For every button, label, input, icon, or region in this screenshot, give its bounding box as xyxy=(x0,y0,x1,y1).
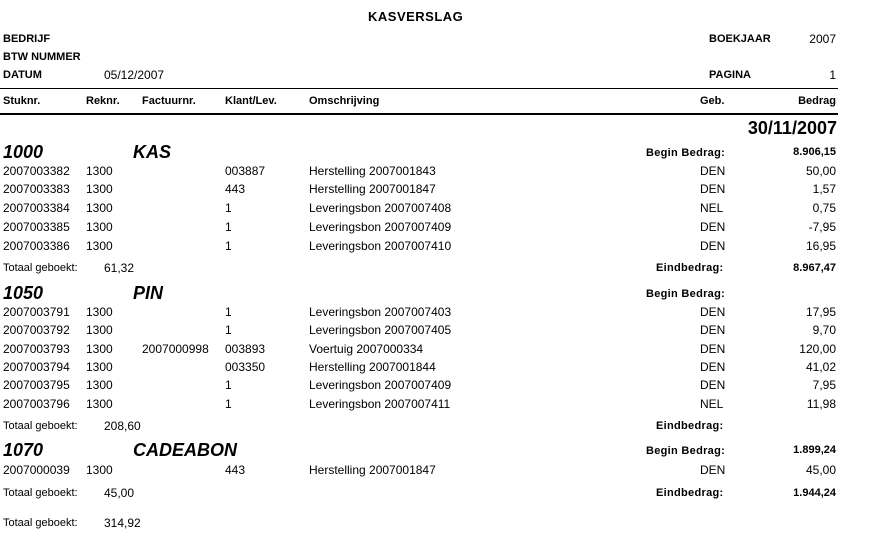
bedrijf-label: BEDRIJF xyxy=(3,33,51,45)
begin-bedrag-value: 1.899,24 xyxy=(793,444,836,456)
geb-cell: DEN xyxy=(700,220,726,234)
col-reknr: Reknr. xyxy=(86,95,120,107)
eindbedrag-value: 1.944,24 xyxy=(793,487,836,499)
klant-cell: 1 xyxy=(225,201,232,215)
geb-cell: DEN xyxy=(700,239,726,253)
bedrag-cell: 7,95 xyxy=(812,378,836,392)
reknr-cell: 1300 xyxy=(86,397,113,411)
col-geb: Geb. xyxy=(700,95,725,107)
eindbedrag-label: Eindbedrag: xyxy=(656,420,724,432)
totaal-label: Totaal geboekt: xyxy=(3,487,78,499)
date-header: 30/11/2007 xyxy=(747,118,837,138)
datum-value: 05/12/2007 xyxy=(104,68,165,82)
begin-bedrag-value: 8.906,15 xyxy=(793,146,836,158)
bedrag-cell: 50,00 xyxy=(805,164,836,178)
eindbedrag-label: Eindbedrag: xyxy=(656,487,724,499)
bedrag-cell: -7,95 xyxy=(808,220,836,234)
stuknr-cell: 2007003796 xyxy=(3,397,70,411)
btw-label: BTW NUMMER xyxy=(3,51,81,63)
omschrijving-cell: Herstelling 2007001844 xyxy=(309,360,436,374)
begin-bedrag-label: Begin Bedrag: xyxy=(646,147,726,159)
klant-cell: 1 xyxy=(225,305,232,319)
totaal-value: 61,32 xyxy=(104,261,135,275)
klant-cell: 443 xyxy=(225,463,246,477)
geb-cell: NEL xyxy=(700,397,724,411)
klant-cell: 443 xyxy=(225,182,246,196)
klant-cell: 1 xyxy=(225,397,232,411)
col-omschrijving: Omschrijving xyxy=(309,95,380,107)
begin-bedrag-label: Begin Bedrag: xyxy=(646,445,726,457)
reknr-cell: 1300 xyxy=(86,378,113,392)
boekjaar-value: 2007 xyxy=(809,32,836,46)
stuknr-cell: 2007003792 xyxy=(3,323,70,337)
omschrijving-cell: Voertuig 2007000334 xyxy=(309,342,424,356)
grand-total-value: 314,92 xyxy=(104,516,141,530)
report-title: KASVERSLAG xyxy=(368,9,464,24)
boekjaar-label: BOEKJAAR xyxy=(709,33,771,45)
pagina-value: 1 xyxy=(829,68,836,82)
geb-cell: NEL xyxy=(700,201,724,215)
section-name: PIN xyxy=(133,283,164,303)
klant-cell: 1 xyxy=(225,378,232,392)
klant-cell: 1 xyxy=(225,239,232,253)
omschrijving-cell: Leveringsbon 2007007411 xyxy=(309,397,451,411)
col-stuknr: Stuknr. xyxy=(3,95,41,107)
klant-cell: 003893 xyxy=(225,342,266,356)
geb-cell: DEN xyxy=(700,342,726,356)
omschrijving-cell: Herstelling 2007001843 xyxy=(309,164,436,178)
totaal-label: Totaal geboekt: xyxy=(3,262,78,274)
grand-total-label: Totaal geboekt: xyxy=(3,517,78,529)
omschrijving-cell: Leveringsbon 2007007403 xyxy=(309,305,452,319)
geb-cell: DEN xyxy=(700,323,726,337)
header-rule-bottom xyxy=(0,113,838,115)
reknr-cell: 1300 xyxy=(86,342,113,356)
stuknr-cell: 2007003386 xyxy=(3,239,70,253)
bedrag-cell: 1,57 xyxy=(812,182,836,196)
stuknr-cell: 2007003791 xyxy=(3,305,70,319)
section-name: CADEABON xyxy=(133,440,238,460)
eindbedrag-value: 8.967,47 xyxy=(793,262,836,274)
bedrag-cell: 9,70 xyxy=(812,323,836,337)
bedrag-cell: 41,02 xyxy=(805,360,836,374)
factuurnr-cell: 2007000998 xyxy=(142,342,209,356)
stuknr-cell: 2007003383 xyxy=(3,182,70,196)
totaal-value: 208,60 xyxy=(104,419,141,433)
geb-cell: DEN xyxy=(700,463,726,477)
bedrag-cell: 16,95 xyxy=(805,239,836,253)
reknr-cell: 1300 xyxy=(86,463,113,477)
bedrag-cell: 120,00 xyxy=(799,342,836,356)
bedrag-cell: 0,75 xyxy=(812,201,836,215)
klant-cell: 1 xyxy=(225,323,232,337)
omschrijving-cell: Herstelling 2007001847 xyxy=(309,463,436,477)
datum-label: DATUM xyxy=(3,69,42,81)
klant-cell: 003887 xyxy=(225,164,266,178)
reknr-cell: 1300 xyxy=(86,182,113,196)
section-name: KAS xyxy=(133,142,172,162)
geb-cell: DEN xyxy=(700,378,726,392)
header-rule-top xyxy=(0,88,838,89)
col-factuurnr: Factuurnr. xyxy=(142,95,196,107)
reknr-cell: 1300 xyxy=(86,164,113,178)
begin-bedrag-label: Begin Bedrag: xyxy=(646,288,726,300)
section-code: 1000 xyxy=(3,142,44,162)
stuknr-cell: 2007003794 xyxy=(3,360,70,374)
bedrag-cell: 11,98 xyxy=(806,397,836,411)
stuknr-cell: 2007003385 xyxy=(3,220,70,234)
reknr-cell: 1300 xyxy=(86,239,113,253)
reknr-cell: 1300 xyxy=(86,360,113,374)
reknr-cell: 1300 xyxy=(86,220,113,234)
stuknr-cell: 2007000039 xyxy=(3,463,70,477)
bedrag-cell: 17,95 xyxy=(805,305,836,319)
reknr-cell: 1300 xyxy=(86,201,113,215)
eindbedrag-label: Eindbedrag: xyxy=(656,262,724,274)
geb-cell: DEN xyxy=(700,305,726,319)
omschrijving-cell: Leveringsbon 2007007409 xyxy=(309,220,452,234)
omschrijving-cell: Leveringsbon 2007007408 xyxy=(309,201,452,215)
section-code: 1050 xyxy=(3,283,44,303)
col-bedrag: Bedrag xyxy=(798,95,836,107)
reknr-cell: 1300 xyxy=(86,305,113,319)
geb-cell: DEN xyxy=(700,182,726,196)
stuknr-cell: 2007003382 xyxy=(3,164,70,178)
totaal-value: 45,00 xyxy=(104,486,135,500)
pagina-label: PAGINA xyxy=(709,69,751,81)
totaal-label: Totaal geboekt: xyxy=(3,420,78,432)
section-code: 1070 xyxy=(3,440,44,460)
omschrijving-cell: Herstelling 2007001847 xyxy=(309,182,436,196)
klant-cell: 003350 xyxy=(225,360,266,374)
geb-cell: DEN xyxy=(700,164,726,178)
stuknr-cell: 2007003795 xyxy=(3,378,70,392)
reknr-cell: 1300 xyxy=(86,323,113,337)
omschrijving-cell: Leveringsbon 2007007410 xyxy=(309,239,452,253)
geb-cell: DEN xyxy=(700,360,726,374)
bedrag-cell: 45,00 xyxy=(805,463,836,477)
stuknr-cell: 2007003793 xyxy=(3,342,70,356)
col-klant: Klant/Lev. xyxy=(225,95,277,107)
omschrijving-cell: Leveringsbon 2007007409 xyxy=(309,378,452,392)
omschrijving-cell: Leveringsbon 2007007405 xyxy=(309,323,452,337)
stuknr-cell: 2007003384 xyxy=(3,201,70,215)
klant-cell: 1 xyxy=(225,220,232,234)
